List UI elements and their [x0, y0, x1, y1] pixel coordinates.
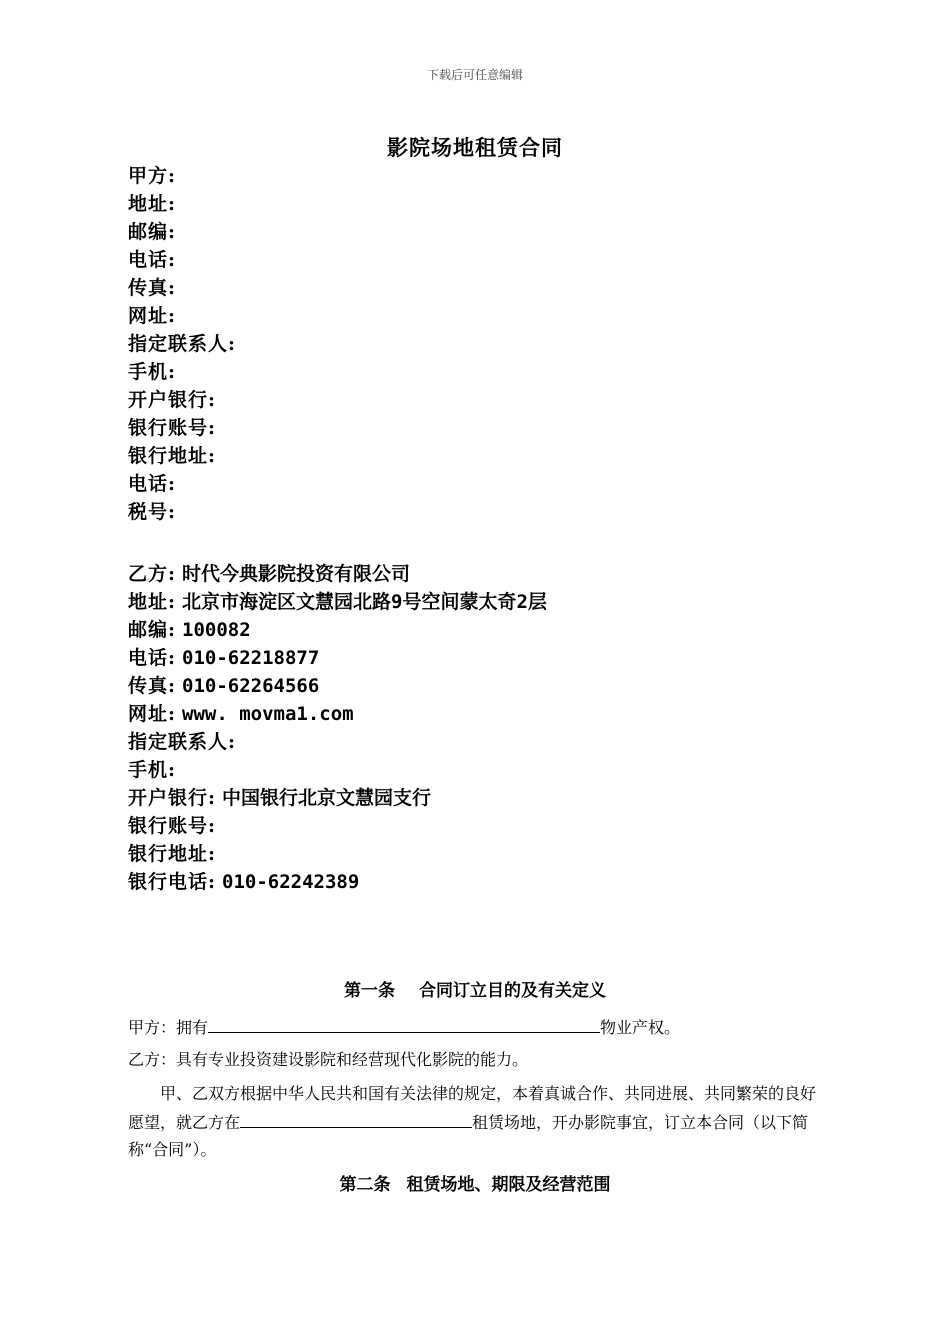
section-number: 第二条 — [339, 1175, 391, 1195]
party-a-line — [128, 330, 242, 358]
party-a-line — [128, 442, 242, 470]
party-a-line — [128, 218, 242, 246]
field-label: 手机: — [128, 361, 177, 383]
document-title: 影院场地租赁合同 — [387, 135, 563, 160]
party-a-line — [128, 274, 242, 302]
party-a-line — [128, 358, 242, 386]
para-text: 租赁场地，开办影院事宜，订立本合同（以下简称“合同”）。 — [128, 1113, 809, 1159]
para-text: 甲、乙双方根据中华人民共和国有关法律的规定，本着真诚合作、共同进展、共同繁荣的良好愿望，就乙方在 — [128, 1084, 817, 1132]
field-label: 银行账号: — [128, 815, 217, 837]
field-label: 邮编: — [128, 221, 177, 243]
party-b-line — [128, 560, 547, 588]
party-a-line — [128, 414, 242, 442]
para-text: 物业产权。 — [600, 1018, 681, 1037]
party-b-line — [128, 588, 547, 616]
party-a-line — [128, 246, 242, 274]
field-label: 银行地址: — [128, 843, 217, 865]
party-a-line — [128, 302, 242, 330]
field-label: 开户银行: — [128, 389, 217, 411]
field-label: 地址: — [128, 193, 177, 215]
field-label: 电话: — [128, 647, 177, 669]
field-value: 010-62242389 — [222, 871, 360, 893]
field-label: 网址: — [128, 703, 177, 725]
field-value: 100082 — [182, 619, 251, 641]
party-b-line — [128, 644, 547, 672]
field-label: 乙方: — [128, 563, 177, 585]
field-label: 甲方: — [128, 165, 177, 187]
field-value: 时代今典影院投资有限公司 — [182, 563, 411, 585]
field-value: 010-62264566 — [182, 675, 320, 697]
party-a-line — [128, 470, 242, 498]
field-label: 银行电话: — [128, 871, 217, 893]
blank-underline — [240, 1107, 472, 1128]
section-1-heading — [0, 976, 950, 1001]
section-number: 第一条 — [344, 981, 395, 1001]
field-label: 传真: — [128, 675, 177, 697]
field-label: 电话: — [128, 249, 177, 271]
field-label: 传真: — [128, 277, 177, 299]
party-b-line — [128, 616, 547, 644]
para-text: 甲方：拥有 — [128, 1018, 209, 1037]
field-value: 010-62218877 — [182, 647, 320, 669]
field-label: 手机: — [128, 759, 177, 781]
party-a-line — [128, 386, 242, 414]
field-value: www. movma1.com — [182, 703, 354, 725]
section-title: 合同订立目的及有关定义 — [419, 981, 606, 1001]
party-b-line — [128, 700, 547, 728]
party-b-line — [128, 672, 547, 700]
party-b-line — [128, 868, 547, 896]
party-b-info — [128, 560, 547, 896]
field-label: 指定联系人: — [128, 731, 237, 753]
party-b-line — [128, 728, 547, 756]
field-label: 银行账号: — [128, 417, 217, 439]
field-label: 网址: — [128, 305, 177, 327]
field-label: 邮编: — [128, 619, 177, 641]
section-1-party-a-para — [128, 1012, 828, 1041]
field-label: 电话: — [128, 473, 177, 495]
party-b-line — [128, 812, 547, 840]
party-a-line — [128, 162, 242, 190]
party-a-info — [128, 162, 242, 526]
section-2-heading — [0, 1170, 950, 1195]
party-b-line — [128, 756, 547, 784]
field-label: 开户银行: — [128, 787, 217, 809]
field-value: 中国银行北京文慧园支行 — [222, 787, 432, 809]
party-b-line — [128, 840, 547, 868]
field-label: 地址: — [128, 591, 177, 613]
field-label: 税号: — [128, 501, 177, 523]
field-label: 银行地址: — [128, 445, 217, 467]
field-label: 指定联系人: — [128, 333, 237, 355]
section-1-purpose-para — [128, 1080, 826, 1163]
party-a-line — [128, 190, 242, 218]
blank-underline — [208, 1012, 600, 1033]
header-note: 下载后可任意编辑 — [426, 68, 523, 82]
section-1-party-b-para: 乙方：具有专业投资建设影院和经营现代化影院的能力。 — [128, 1050, 529, 1069]
field-value: 北京市海淀区文慧园北路9号空间蒙太奇2层 — [182, 591, 547, 613]
section-title: 租赁场地、期限及经营范围 — [406, 1175, 611, 1195]
party-a-line — [128, 498, 242, 526]
party-b-line — [128, 784, 547, 812]
